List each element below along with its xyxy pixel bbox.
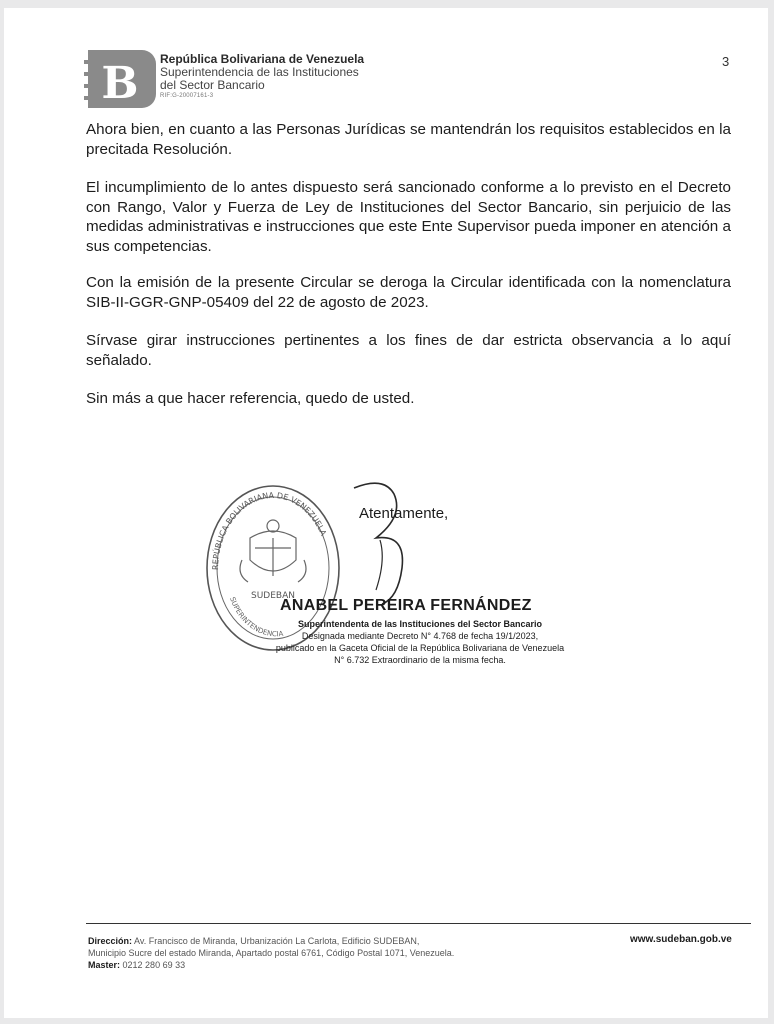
signer-name: ANABEL PEREIRA FERNÁNDEZ: [280, 597, 532, 614]
seal-text: REPÚBLICA BOLIVARIANA DE VENEZUELA: [210, 490, 329, 571]
seal-lower-text: SUPERINTENDENCIA: [228, 595, 284, 639]
sudeban-logo: [80, 42, 160, 114]
closing-salutation: Atentamente,: [359, 505, 449, 522]
organization-header: [160, 52, 364, 99]
footer-address: [88, 935, 454, 971]
page-number: 3: [722, 54, 730, 69]
handwritten-signature: [340, 470, 420, 610]
paragraph-3: Con la emisión de la presente Circular se deroga la Circular identificada con la nomenclatura SIB-II-GGR-GNP-05409 del 22 de agosto de 2023.: [86, 274, 731, 311]
address-line-1: Av. Francisco de Miranda, Urbanización La Carlota, Edificio SUDEBAN,: [134, 936, 420, 946]
paragraph-5: Sin más a que hacer referencia, quedo de usted.: [86, 390, 415, 407]
logo-letter: B: [101, 58, 139, 109]
signer-gazette: publicado en la Gaceta Oficial de la República Bolivariana de Venezuela: [275, 643, 565, 653]
footer-divider: [86, 923, 751, 924]
country-name: República Bolivariana de Venezuela: [160, 52, 365, 66]
seal-center-text: SUDEBAN: [251, 591, 295, 601]
signer-details: [250, 618, 590, 666]
institution-name-line2: del Sector Bancario: [160, 78, 265, 92]
master-phone: 0212 280 69 33: [122, 960, 186, 970]
website-link[interactable]: www.sudeban.gob.ve: [630, 934, 732, 945]
address-label: Dirección:: [88, 936, 133, 946]
paragraph-4: Sírvase girar instrucciones pertinentes a los fines de dar estricta observancia a lo aquí señalado.: [86, 332, 731, 369]
institution-name-line1: Superintendencia de las Instituciones: [160, 65, 359, 79]
signer-gazette-number: N° 6.732 Extraordinario de la misma fecha.: [334, 655, 506, 665]
paragraph-2: El incumplimiento de lo antes dispuesto será sancionado conforme a lo previsto en el Decreto con Rango, Valor y Fuerza de Ley de Instituciones del Sector Bancario, sin perjuicio de las medidas administrativas e instrucciones que este Ente Supervisor pueda imponer en atención a sus competencias.: [86, 179, 731, 255]
paragraph-1: Ahora bien, en cuanto a las Personas Jurídicas se mantendrán los requisitos establecidos en la precitada Resolución.: [86, 121, 731, 158]
signer-designation: Designada mediante Decreto N° 4.768 de fecha 19/1/2023,: [301, 631, 539, 641]
master-label: Master:: [88, 960, 121, 970]
address-line-2: Municipio Sucre del estado Miranda, Apartado postal 6761, Código Postal 1071, Venezuela.: [88, 948, 455, 958]
rif-number: RIF:G-20007161-3: [160, 93, 214, 99]
signer-title: Superintendenta de las Instituciones del Sector Bancario: [297, 619, 543, 629]
